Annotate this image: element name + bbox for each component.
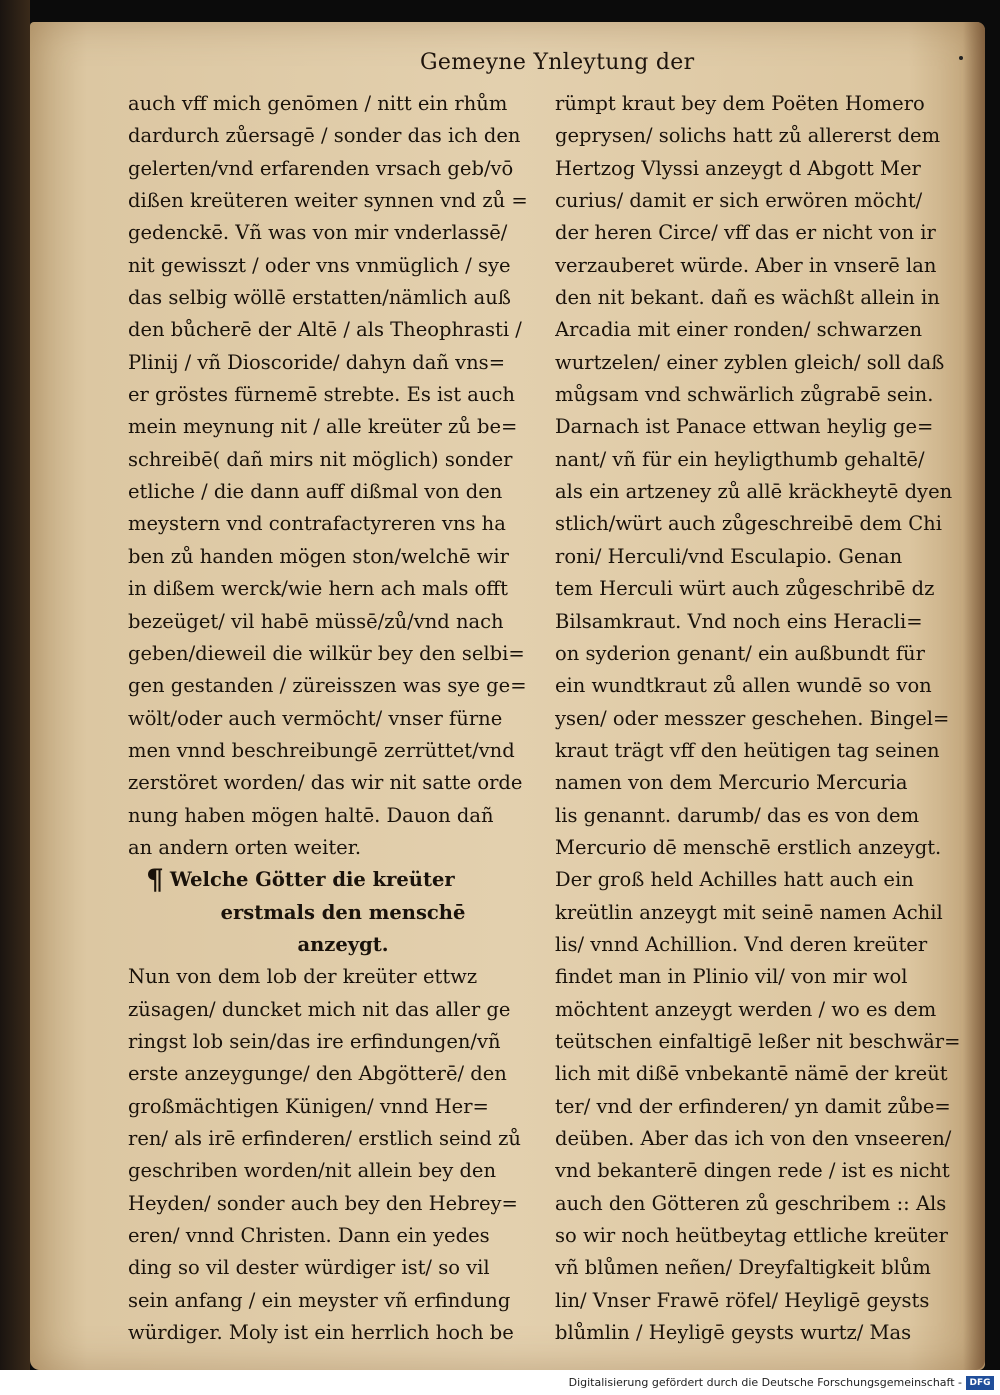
text-line: curius/ damit er sich erwören möcht/ (555, 189, 923, 213)
text-line: men vnnd beschreibungē zerrüttet/vnd (128, 738, 515, 762)
text-line: züsagen/ duncket mich nit das aller ge (128, 997, 511, 1021)
text-line: etliche / die dann auff dißmal von den (128, 480, 503, 504)
text-line: gedenckē. Vñ was von mir vnderlassē/ (128, 221, 508, 245)
text-line: den bůcherē der Altē / als Theophrasti / (128, 318, 522, 342)
digitization-footer (0, 1370, 1000, 1395)
text-line: das selbig wöllē erstatten/nämlich auß (128, 286, 511, 310)
text-line: dardurch zůersagē / sonder das ich den (128, 124, 521, 148)
text-line: rümpt kraut bey dem Poëten Homero (555, 92, 925, 115)
text-line: geben/dieweil die wilkür bey den selbi= (128, 641, 525, 665)
text-line: ren/ als irē erfinderen/ erstlich seind zů (128, 1127, 521, 1150)
text-line: ben zů handen mögen ston/welchē wir (128, 544, 509, 568)
section-heading-text: Welche Götter die kreüter (169, 868, 455, 892)
text-line: blůmlin / Heyligē geysts wurtz/ Mas (555, 1321, 912, 1345)
dfg-logo: DFG (966, 1376, 994, 1390)
text-line: můgsam vnd schwärlich zůgrabē sein. (555, 383, 934, 407)
section-heading-line: anzeygt. (297, 932, 389, 956)
text-line: ysen/ oder messzer geschehen. Bingel= (555, 706, 950, 730)
right-text-column (555, 88, 963, 1349)
text-line: würdiger. Moly ist ein herrlich hoch be (128, 1321, 514, 1345)
text-line: Mercurio dē menschē erstlich anzeygt. (555, 835, 942, 859)
text-line: namen von dem Mercurio Mercuria (555, 771, 908, 795)
page-edge-shadow (963, 22, 985, 1370)
text-line: Heyden/ sonder auch bey den Hebrey= (128, 1191, 518, 1215)
text-line: an andern orten weiter. (128, 835, 362, 859)
ink-dot (959, 56, 963, 60)
text-line: nit gewisszt / oder vns vnmüglich / sye (128, 253, 511, 277)
text-line: erste anzeygunge/ den Abgötterē/ den (128, 1062, 507, 1086)
text-line: vñ blůmen neñen/ Dreyfaltigkeit blům (555, 1256, 931, 1280)
text-line: Hertzog Vlyssi anzeygt d Abgott Mer (555, 156, 921, 180)
text-line: mein meynung nit / alle kreüter zů be= (128, 415, 518, 439)
text-line: ter/ vnd der erfinderen/ yn damit zůbe= (555, 1094, 951, 1118)
text-line: dißen kreüteren weiter synnen vnd zů = (128, 189, 528, 213)
text-line: zerstöret worden/ das wir nit satte orde (128, 771, 523, 795)
text-line: on syderion genant/ ein außbundt für (555, 641, 925, 665)
text-line: kreütlin anzeygt mit seinē namen Achil (555, 900, 943, 924)
text-line: bezeüget/ vil habē müssē/zů/vnd nach (128, 609, 504, 633)
text-line: in dißem werck/wie hern ach mals offt (128, 577, 508, 601)
text-line: tem Herculi würt auch zůgeschribē dz (555, 577, 935, 601)
text-line: lin/ Vnser Frawē röfel/ Heyligē geysts (555, 1288, 930, 1312)
text-line: schreibē( dañ mirs nit möglich) sonder (128, 447, 513, 471)
text-line: Darnach ist Panace ettwan heylig ge= (555, 415, 934, 439)
text-line: nant/ vñ für ein heyligthumb gehaltē/ (555, 447, 925, 471)
text-line: verzauberet würde. Aber in vnserē lan (555, 253, 937, 277)
text-line: als ein artzeney zů allē kräckheytē dyen (555, 480, 953, 504)
book-binding (0, 0, 30, 1395)
text-line: stlich/würt auch zůgeschreibē dem Chi (555, 512, 942, 536)
text-line: Arcadia mit einer ronden/ schwarzen (555, 318, 923, 342)
text-line: er gröstes fürnemē strebte. Es ist auch (128, 383, 515, 407)
footer-credit-text: Digitalisierung gefördert durch die Deutsche Forschungsgemeinschaft - (568, 1376, 962, 1389)
pilcrow-mark: ¶ (146, 864, 164, 897)
text-line: ringst lob sein/das ire erfindungen/vñ (128, 1029, 501, 1053)
running-head: Gemeyne Ynleytung der (420, 50, 695, 75)
text-line: kraut trägt vff den heütigen tag seinen (555, 738, 940, 762)
text-line: gen gestanden / züreisszen was sye ge= (128, 674, 527, 698)
text-line: lich mit dißē vnbekantē nämē der kreüt (555, 1062, 948, 1086)
text-line: gelerten/vnd erfarenden vrsach geb/vō (128, 156, 514, 180)
section-heading-line: erstmals den menschē (220, 900, 466, 924)
text-line: Plinij / vñ Dioscoride/ dahyn dañ vns= (128, 350, 506, 374)
text-line: auch vff mich genōmen / nitt ein rhům (128, 92, 508, 115)
text-line: ding so vil dester würdiger ist/ so vil (128, 1256, 490, 1280)
text-line: geschriben worden/nit allein bey den (128, 1159, 497, 1183)
section-heading-line (128, 864, 538, 896)
text-line: teütschen einfaltigē leßer nit beschwär= (555, 1029, 961, 1053)
text-line: wurtzelen/ einer zyblen gleich/ soll daß (555, 350, 945, 374)
text-line: meystern vnd contrafactyreren vns ha (128, 512, 506, 536)
text-line: Bilsamkraut. Vnd noch eins Heracli= (555, 609, 923, 633)
text-line: großmächtigen Künigen/ vnnd Her= (128, 1094, 489, 1118)
text-line: Nun von dem lob der kreüter ettwz (128, 965, 478, 989)
text-line: wölt/oder auch vermöcht/ vnser fürne (128, 706, 503, 730)
text-line: vnd bekanterē dingen rede / ist es nicht (555, 1159, 950, 1183)
text-line: lis/ vnnd Achillion. Vnd deren kreüter (555, 932, 928, 956)
text-line: eren/ vnnd Christen. Dann ein yedes (128, 1224, 490, 1248)
text-line: geprysen/ solichs hatt zů allererst dem (555, 124, 941, 148)
text-line: ein wundtkraut zů allen wundē so von (555, 674, 932, 698)
text-line: so wir noch heütbeytag ettliche kreüter (555, 1224, 948, 1248)
text-line: Der groß held Achilles hatt auch ein (555, 868, 914, 892)
left-text-column (128, 88, 538, 1349)
text-line: auch den Götteren zů geschribem :: Als (555, 1191, 947, 1215)
text-line: der heren Circe/ vff das er nicht von ir (555, 221, 936, 245)
text-line: lis genannt. darumb/ das es von dem (555, 803, 920, 827)
text-line: deüben. Aber das ich von den vnseeren/ (555, 1127, 952, 1150)
text-line: möchtent anzeygt werden / wo es dem (555, 997, 937, 1021)
text-line: den nit bekant. dañ es wächßt allein in (555, 286, 940, 310)
text-line: roni/ Herculi/vnd Esculapio. Genan (555, 544, 903, 568)
text-line: sein anfang / ein meyster vñ erfindung (128, 1288, 511, 1312)
text-line: nung haben mögen haltē. Dauon dañ (128, 803, 494, 827)
text-line: findet man in Plinio vil/ von mir wol (555, 965, 908, 989)
